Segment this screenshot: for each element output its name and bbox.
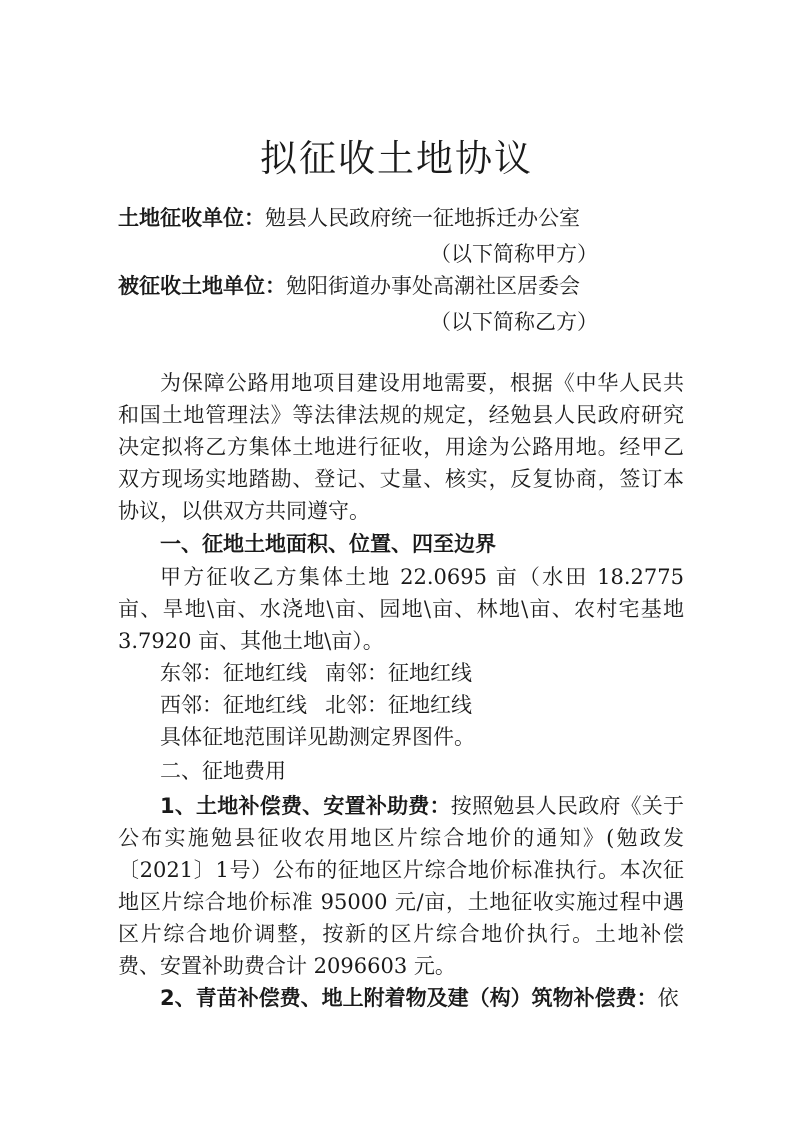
item2-text: 依 <box>657 986 679 1010</box>
item1-text: 按照勉县人民政府《关于公布实施勉县征收农用地区片综合地价的通知》(勉政发〔2021〕1号）公布的征地区片综合地价标准执行。本次征地区片综合地价标准 95000 元/亩，土地征收实施过程中遇区片综合地价调整，按新的区片综合地价执行。土地补偿费、安置补助费合计 2096603 元。 <box>118 794 684 978</box>
section2-item2 <box>118 982 684 1014</box>
party-a-short: （以下简称甲方） <box>430 242 598 266</box>
section2-item1 <box>118 790 684 982</box>
party-b-name: 勉阳街道办事处高潮社区居委会 <box>286 274 580 298</box>
party-a-label: 土地征收单位： <box>118 206 265 230</box>
party-a-name: 勉县人民政府统一征地拆迁办公室 <box>265 206 580 230</box>
party-a-line <box>118 205 580 231</box>
item2-label: 2、青苗补偿费、地上附着物及建（构）筑物补偿费： <box>160 986 658 1010</box>
south-boundary: 南邻：征地红线 <box>325 661 472 685</box>
party-b-short: （以下简称乙方） <box>430 310 598 334</box>
item1-label: 1、土地补偿费、安置补助费： <box>160 794 451 818</box>
section1-heading: 一、征地土地面积、位置、四至边界 <box>160 532 496 556</box>
section2-heading: 二、征地费用 <box>160 759 286 783</box>
neighbors-east-south <box>160 660 472 686</box>
party-b-line <box>118 273 580 299</box>
section1-body: 甲方征收乙方集体土地 22.0695 亩（水田 18.2775 亩、旱地\亩、水浇地\亩、园地\亩、林地\亩、农村宅基地 3.7920 亩、其他土地\亩）。 <box>118 565 684 653</box>
intro-paragraph: 为保障公路用地项目建设用地需要，根据《中华人民共和国土地管理法》等法律法规的规定，经勉县人民政府研究决定拟将乙方集体土地进行征收，用途为公路用地。经甲乙双方现场实地踏勘、登记、丈量、核实，反复协商，签订本协议，以供双方共同遵守。 <box>118 371 684 523</box>
north-boundary: 北邻：征地红线 <box>325 693 472 717</box>
party-b-label: 被征收土地单位： <box>118 274 286 298</box>
scope-note: 具体征地范围详见勘测定界图件。 <box>160 725 475 749</box>
east-boundary: 东邻：征地红线 <box>160 661 307 685</box>
neighbors-west-north <box>160 692 472 718</box>
west-boundary: 西邻：征地红线 <box>160 693 307 717</box>
document-title: 拟征收土地协议 <box>260 137 533 180</box>
